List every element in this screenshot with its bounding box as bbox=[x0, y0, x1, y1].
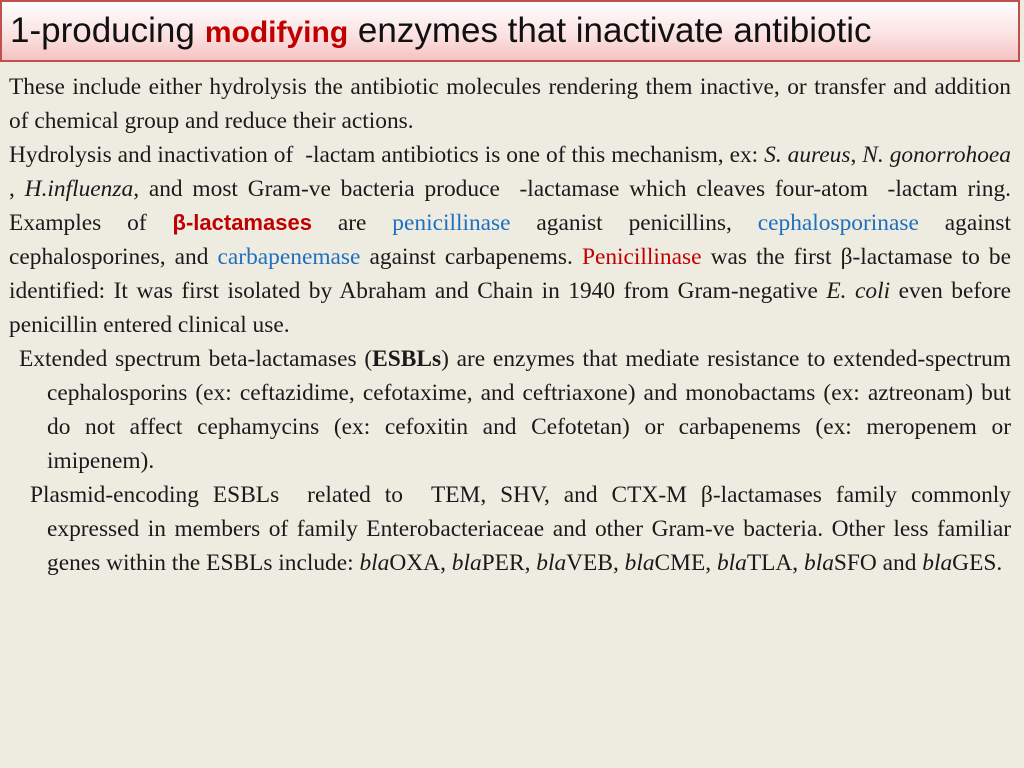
species-name: N. gonorrohoea bbox=[862, 142, 1011, 168]
gene-prefix: bla bbox=[716, 550, 747, 576]
gene-prefix: bla bbox=[536, 550, 567, 576]
text-run: against carbapenems. bbox=[360, 244, 582, 270]
species-name: E. coli bbox=[826, 278, 891, 304]
enzyme-penicillinase: penicillinase bbox=[392, 210, 511, 236]
paragraph-intro: These include either hydrolysis the antibiotic molecules rendering them inactive, or transfer and addition of chemical group and reduce their actions. bbox=[9, 74, 1011, 134]
paragraph-esbl bbox=[9, 342, 1011, 478]
enzyme-cephalosporinase: cephalosporinase bbox=[757, 210, 919, 236]
text-run: and bbox=[876, 550, 923, 576]
species-name: S. aureus bbox=[764, 142, 851, 168]
gene-prefix: bla bbox=[359, 550, 390, 576]
gene-name: VEB bbox=[566, 550, 613, 576]
beta-lactamases-term: β-lactamases bbox=[172, 210, 312, 235]
esbl-term: ESBLs bbox=[372, 346, 442, 372]
text-run: , bbox=[792, 550, 804, 576]
slide-title bbox=[0, 0, 1020, 62]
gene-name: SFO bbox=[833, 550, 877, 576]
text-run: , and most Gram-ve bacteria produce -lactamase which cleaves four-atom -lactam ring. Examples of bbox=[9, 176, 1011, 236]
gene-name: PER bbox=[481, 550, 525, 576]
gene-name: OXA bbox=[389, 550, 441, 576]
species-name: H.influenza bbox=[24, 176, 134, 202]
text-run: , bbox=[705, 550, 717, 576]
gene-name: GES bbox=[952, 550, 997, 576]
text-run: , bbox=[850, 142, 863, 168]
text-run: Plasmid-encoding ESBLs related to TEM, SHV, and CTX-M β-lactamases family commonly expressed in members of family Enterobacteriaceae and other Gram-ve bacteria. Other less familiar genes within the ESBLs include: bbox=[30, 482, 1011, 576]
gene-prefix: bla bbox=[922, 550, 953, 576]
text-run: Hydrolysis and inactivation of -lactam antibiotics is one of this mechanism, ex: bbox=[9, 142, 765, 168]
title-suffix: enzymes that inactivate antibiotic bbox=[348, 11, 872, 50]
gene-prefix: bla bbox=[804, 550, 834, 576]
gene-name: CME bbox=[654, 550, 706, 576]
gene-prefix: bla bbox=[624, 550, 655, 576]
text-run: aganist penicillins, bbox=[510, 210, 758, 236]
text-run: even before penicillin entered clinical use. bbox=[9, 278, 1012, 338]
text-run: , bbox=[524, 550, 537, 576]
text-run: against cephalosporines, and bbox=[9, 210, 1011, 270]
text-run: , bbox=[440, 550, 452, 576]
enzyme-carbapenemase: carbapenemase bbox=[217, 244, 361, 270]
text-run: , bbox=[612, 550, 625, 576]
text-run: , bbox=[9, 176, 25, 202]
text-run: Extended spectrum beta-lactamases ( bbox=[19, 346, 373, 372]
text-run: ) are enzymes that mediate resistance to extended-spectrum cephalosporins (ex: ceftazidime, cefotaxime, and ceftriaxone) and monobactams (ex: aztreonam) but do not affect cephamycins (ex: cefoxitin and Cefotetan) or carbapenems (ex: meropenem or imipenem). bbox=[47, 346, 1011, 474]
paragraph-hydrolysis bbox=[9, 138, 1011, 342]
text-run: are bbox=[311, 210, 393, 236]
text-run: . bbox=[996, 550, 1003, 576]
enzyme-penicillinase-highlight: Penicillinase bbox=[581, 244, 702, 270]
title-keyword: modifying bbox=[204, 16, 349, 49]
paragraph-plasmid bbox=[9, 478, 1011, 580]
gene-name: TLA bbox=[746, 550, 793, 576]
gene-prefix: bla bbox=[451, 550, 482, 576]
text-run: was the first β-lactamase to be identified: It was first isolated by Abraham and Chain in 1940 from Gram-negative bbox=[9, 244, 1011, 304]
title-prefix: 1-producing bbox=[10, 11, 195, 50]
slide-body bbox=[9, 70, 1011, 580]
